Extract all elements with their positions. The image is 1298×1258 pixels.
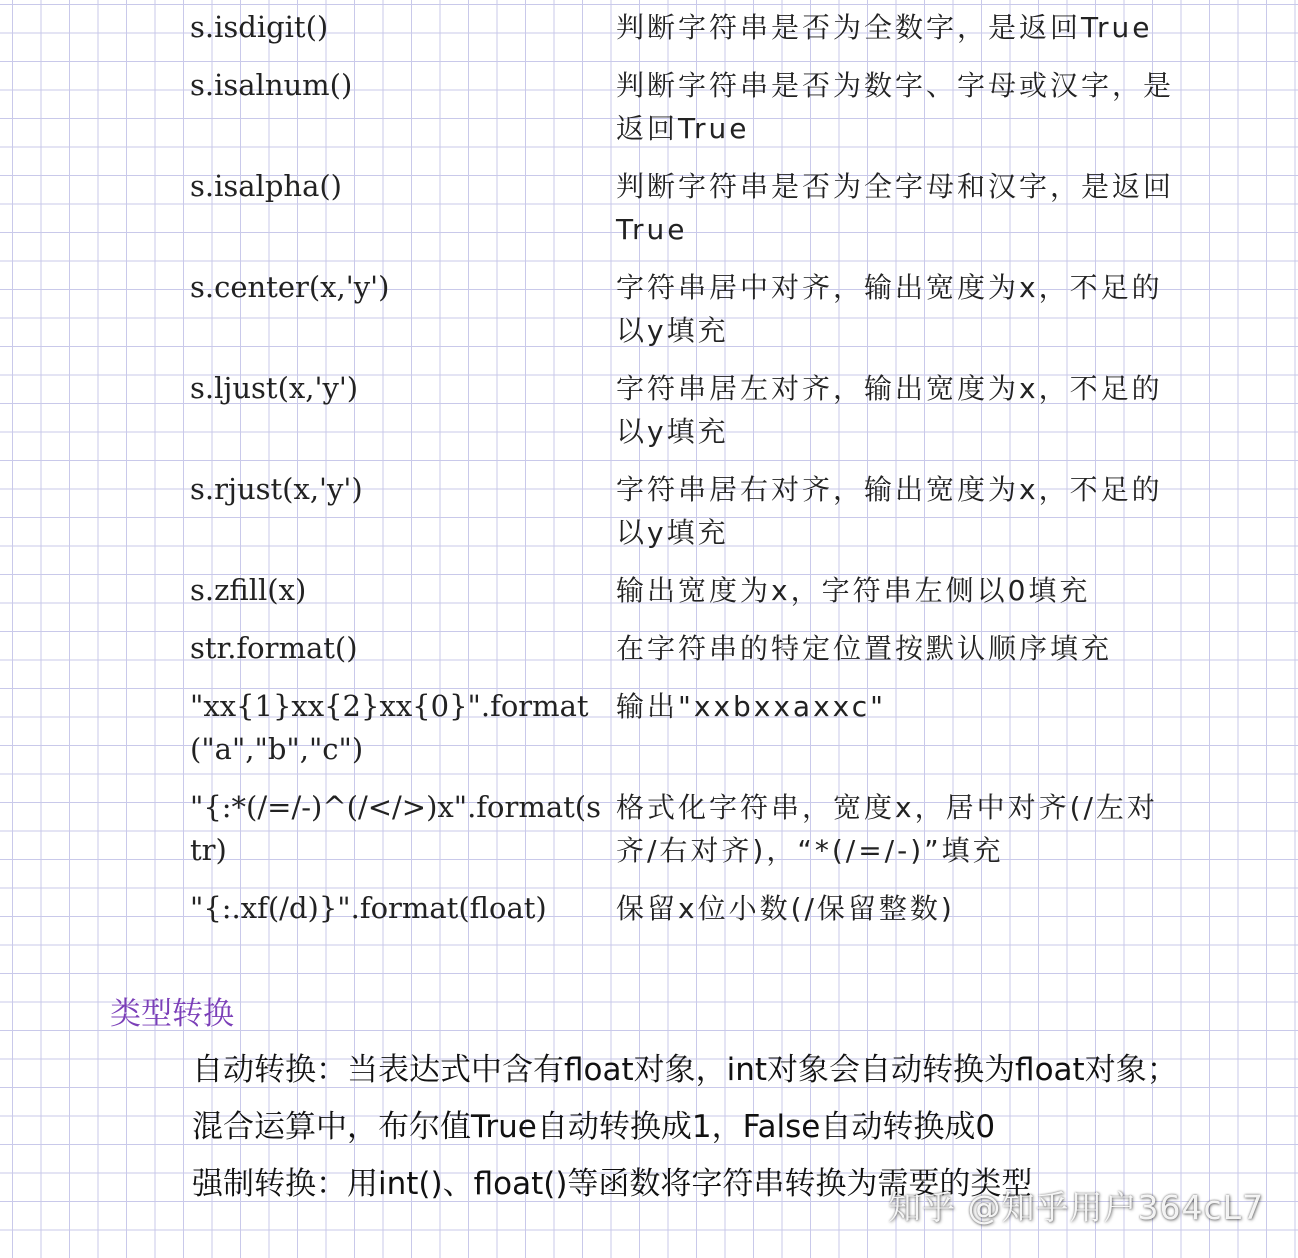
method-description: 字符串居中对齐，输出宽度为x，不足的以y填充 [616, 271, 1163, 347]
method-code: "{:*(/=/-)^(/</>)x".format(str) [190, 790, 601, 867]
table-row [190, 64, 1190, 150]
method-description: 格式化字符串，宽度x，居中对齐(/左对齐/右对齐)，“*(/=/-)”填充 [616, 791, 1158, 867]
method-description: 字符串居左对齐，输出宽度为x，不足的以y填充 [616, 372, 1163, 448]
method-code: "xx{1}xx{2}xx{0}".format("a","b","c") [190, 689, 589, 766]
table-row [190, 685, 1190, 771]
section-heading: 类型转换 [110, 996, 234, 1032]
method-description: 在字符串的特定位置按默认顺序填充 [616, 632, 1113, 665]
method-code: s.rjust(x,'y') [190, 472, 363, 506]
method-code: s.isalpha() [190, 169, 342, 203]
watermark: 知乎 @知乎用户364cL7 [887, 1188, 1264, 1227]
table-row [190, 6, 1190, 49]
method-description: 字符串居右对齐，输出宽度为x，不足的以y填充 [616, 473, 1163, 549]
paragraph-auto-conversion: 自动转换：当表达式中含有float对象，int对象会自动转换为float对象；混合运算中，布尔值True自动转换成1，False自动转换成0 [192, 1052, 1178, 1145]
table-row [190, 627, 1190, 670]
method-code: s.zfill(x) [190, 573, 307, 607]
paragraph-forced-conversion: 强制转换：用int()、float()等函数将字符串转换为需要的类型 [192, 1166, 1033, 1202]
table-row [190, 266, 1190, 352]
method-code: s.ljust(x,'y') [190, 371, 359, 405]
table-row [190, 887, 1190, 930]
table-row [190, 786, 1190, 872]
method-code: "{:.xf(/d)}".format(float) [190, 891, 547, 925]
method-description: 保留x位小数(/保留整数) [616, 892, 955, 925]
method-description: 输出"xxbxxaxxc" [616, 690, 887, 723]
method-code: str.format() [190, 631, 358, 665]
method-code: s.isdigit() [190, 10, 329, 44]
method-description: 判断字符串是否为数字、字母或汉字，是返回True [616, 69, 1175, 145]
method-code: s.isalnum() [190, 68, 353, 102]
method-description: 判断字符串是否为全字母和汉字，是返回True [616, 170, 1175, 246]
method-code: s.center(x,'y') [190, 270, 390, 304]
table-row [190, 165, 1190, 251]
table-row [190, 468, 1190, 554]
method-description: 判断字符串是否为全数字，是返回True [616, 11, 1153, 44]
string-methods-table [190, 6, 1190, 930]
table-row [190, 569, 1190, 612]
table-row [190, 367, 1190, 453]
method-description: 输出宽度为x，字符串左侧以0填充 [616, 574, 1091, 607]
